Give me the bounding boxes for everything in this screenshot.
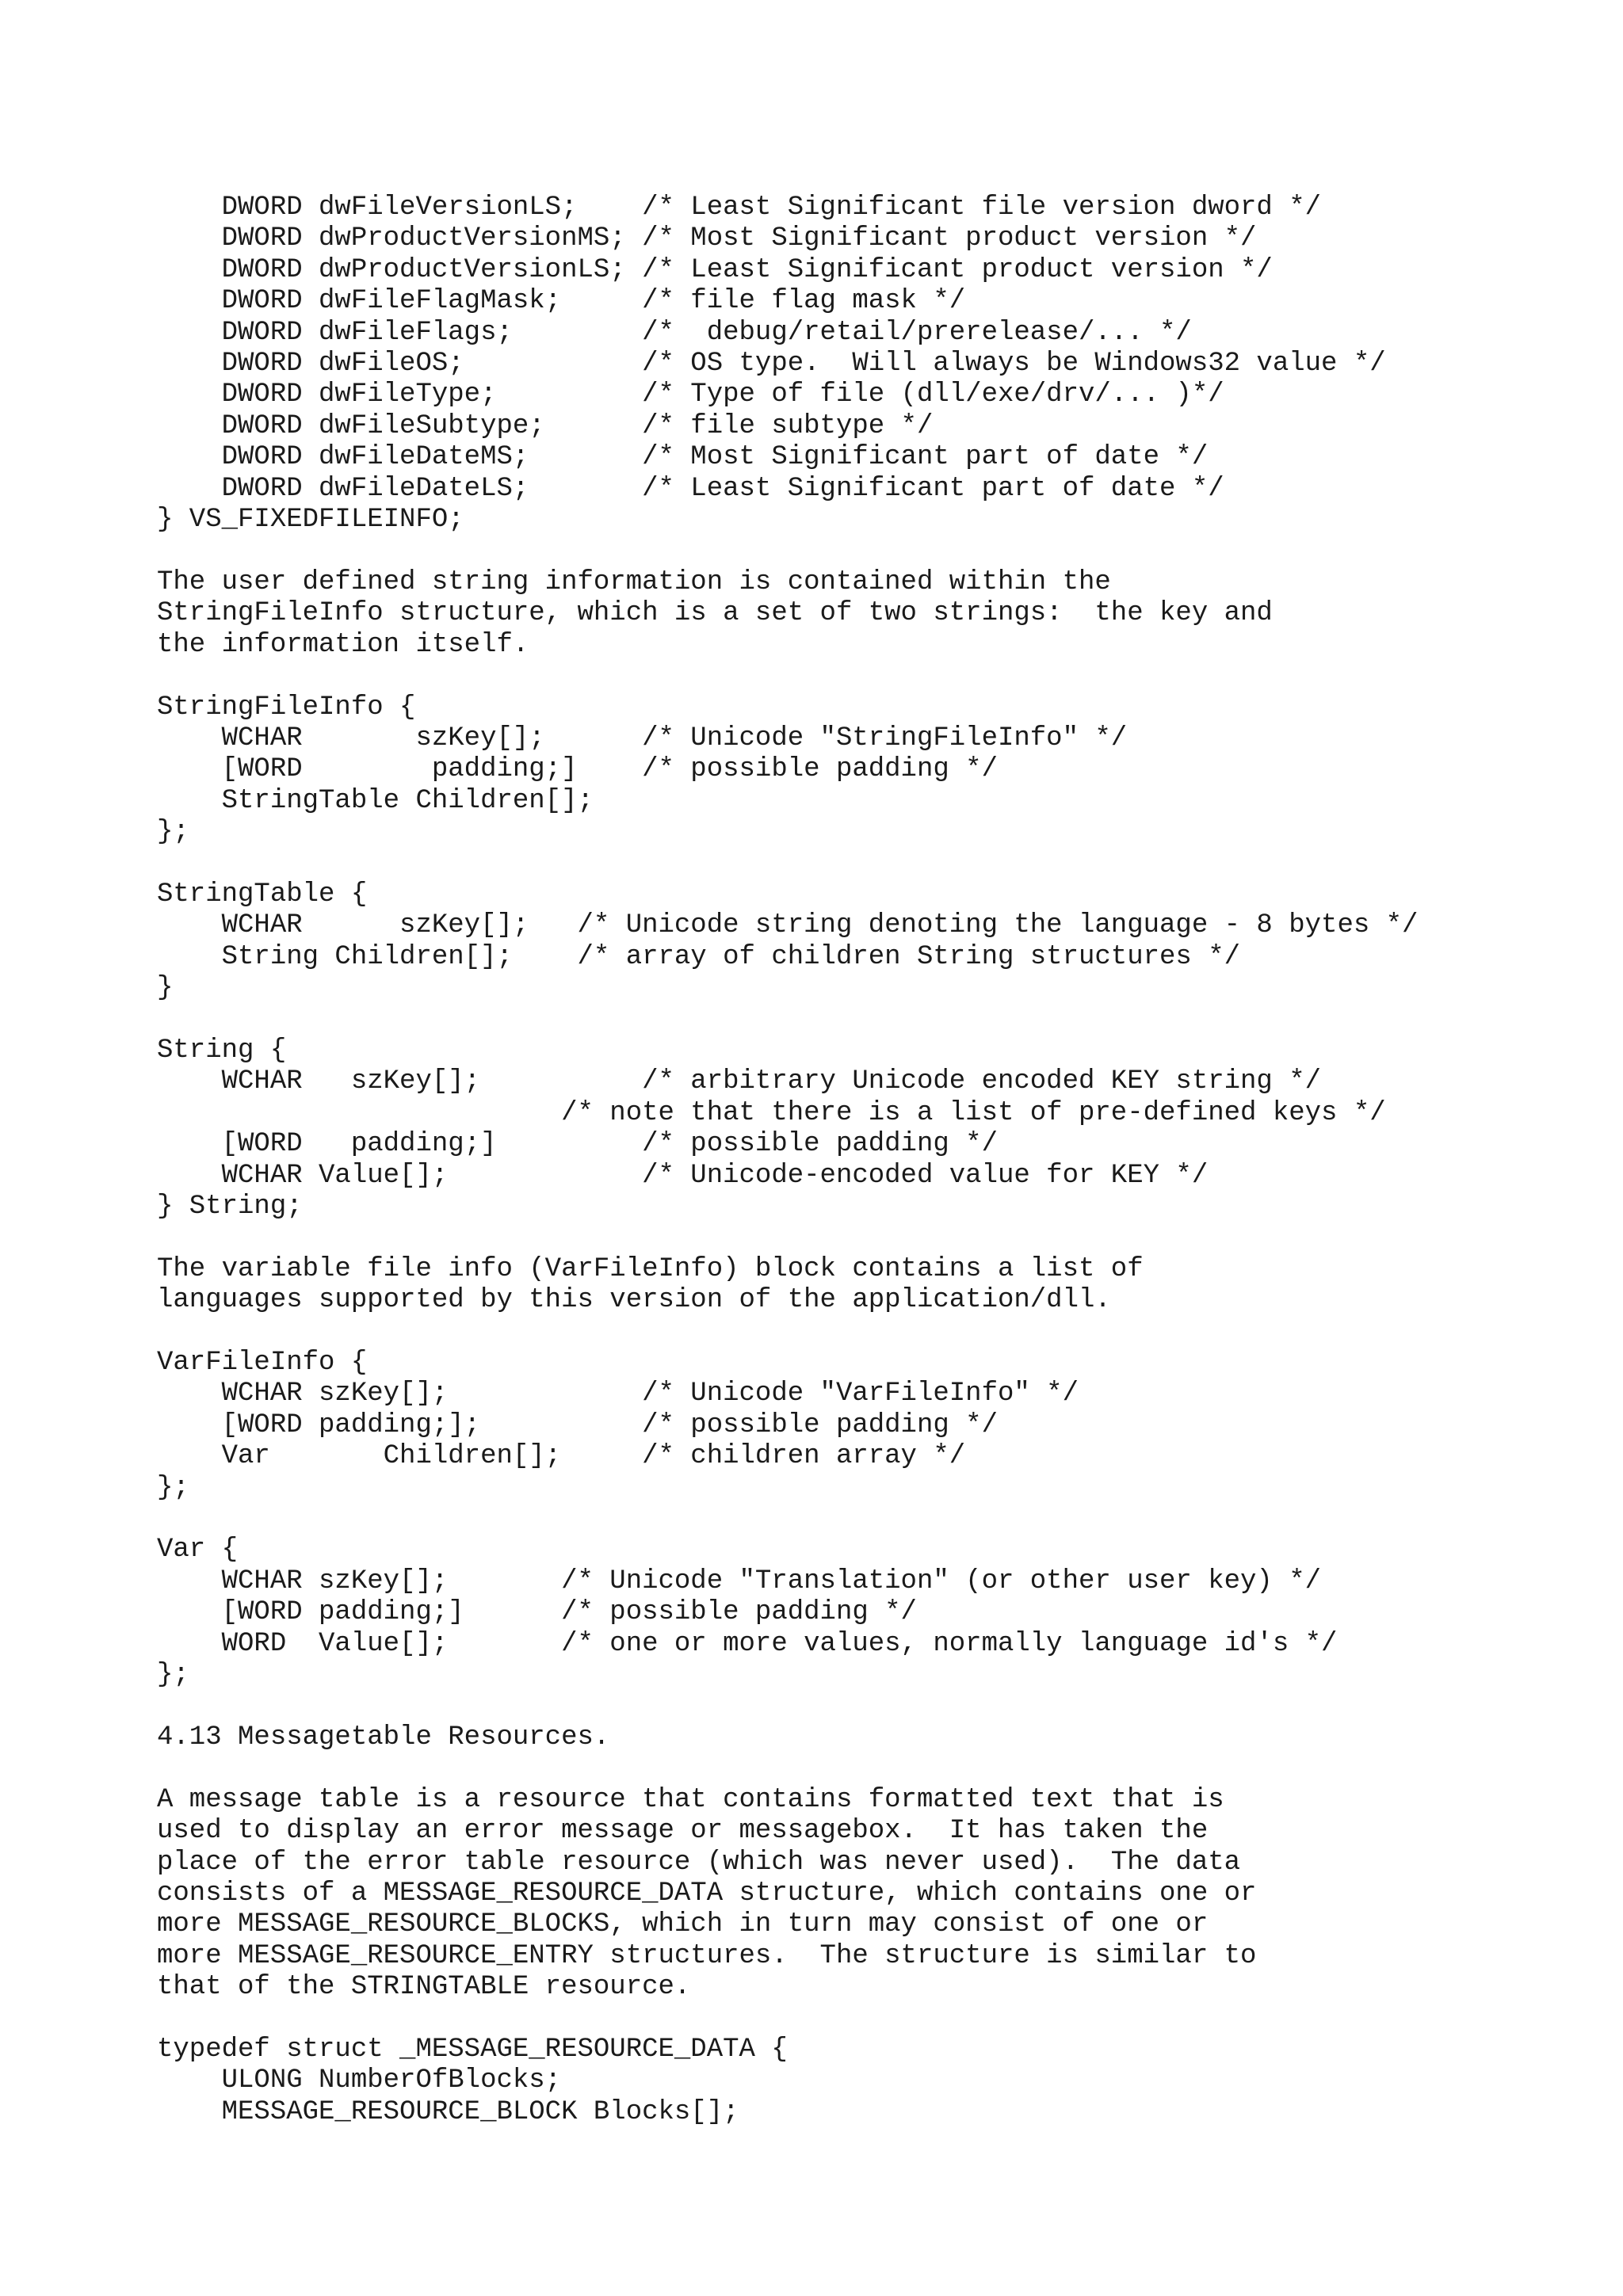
text-line: [WORD padding;]; /* possible padding */ xyxy=(157,1409,998,1440)
text-line: DWORD dwFileSubtype; /* file subtype */ xyxy=(157,410,934,441)
text-line: used to display an error message or messagebox. It has taken the xyxy=(157,1816,1209,1847)
text-line: String { xyxy=(157,1035,287,1066)
text-line: more MESSAGE_RESOURCE_BLOCKS, which in turn may consist of one or xyxy=(157,1909,1209,1940)
text-line: DWORD dwProductVersionLS; /* Least Significant product version */ xyxy=(157,254,1273,285)
text-line: [WORD padding;] /* possible padding */ xyxy=(157,754,998,785)
text-line: the information itself. xyxy=(157,629,529,660)
text-line: String Children[]; /* array of children String structures */ xyxy=(157,941,1241,972)
text-line: }; xyxy=(157,817,189,848)
text-line: } xyxy=(157,973,174,1004)
text-line: [WORD padding;] /* possible padding */ xyxy=(157,1129,998,1160)
text-line: The variable file info (VarFileInfo) block contains a list of xyxy=(157,1253,1144,1284)
text-line: } VS_FIXEDFILEINFO; xyxy=(157,505,464,536)
text-line: } String; xyxy=(157,1192,303,1222)
text-line: StringTable Children[]; xyxy=(157,785,594,816)
text-line: WCHAR szKey[]; /* Unicode "VarFileInfo" */ xyxy=(157,1379,1079,1409)
text-line: more MESSAGE_RESOURCE_ENTRY structures. The structure is similar to xyxy=(157,1940,1257,1971)
document-body xyxy=(157,193,1418,2128)
text-line: StringTable { xyxy=(157,879,368,910)
section-heading: 4.13 Messagetable Resources. xyxy=(157,1722,610,1753)
text-line: Var Children[]; /* children array */ xyxy=(157,1441,966,1472)
text-line: DWORD dwFileDateLS; /* Least Significant part of date */ xyxy=(157,473,1224,504)
text-line: typedef struct _MESSAGE_RESOURCE_DATA { xyxy=(157,2034,788,2065)
text-line: DWORD dwFileOS; /* OS type. Will always be Windows32 value */ xyxy=(157,349,1386,379)
text-line: WCHAR szKey[]; /* Unicode "StringFileInfo" */ xyxy=(157,723,1128,753)
text-line: DWORD dwFileType; /* Type of file (dll/exe/drv/... )*/ xyxy=(157,379,1224,410)
text-line: WCHAR szKey[]; /* arbitrary Unicode encoded KEY string */ xyxy=(157,1066,1322,1097)
text-line: DWORD dwFileDateMS; /* Most Significant part of date */ xyxy=(157,442,1209,473)
text-line: WORD Value[]; /* one or more values, normally language id's */ xyxy=(157,1628,1338,1659)
text-line: StringFileInfo { xyxy=(157,692,416,723)
text-line: DWORD dwFileVersionLS; /* Least Significant file version dword */ xyxy=(157,193,1322,223)
text-line: }; xyxy=(157,1472,189,1503)
text-line: that of the STRINGTABLE resource. xyxy=(157,1972,691,2003)
text-line: WCHAR Value[]; /* Unicode-encoded value for KEY */ xyxy=(157,1160,1209,1191)
text-line: ULONG NumberOfBlocks; xyxy=(157,2065,562,2096)
text-line: StringFileInfo structure, which is a set of two strings: the key and xyxy=(157,598,1273,629)
text-line: DWORD dwProductVersionMS; /* Most Significant product version */ xyxy=(157,223,1257,254)
text-line: A message table is a resource that contains formatted text that is xyxy=(157,1784,1224,1815)
text-line: WCHAR szKey[]; /* Unicode string denoting the language - 8 bytes */ xyxy=(157,910,1419,941)
text-line: WCHAR szKey[]; /* Unicode "Translation" (or other user key) */ xyxy=(157,1566,1322,1596)
text-line: MESSAGE_RESOURCE_BLOCK Blocks[]; xyxy=(157,2096,739,2127)
text-line: DWORD dwFileFlags; /* debug/retail/prerelease/... */ xyxy=(157,317,1192,348)
text-line: [WORD padding;] /* possible padding */ xyxy=(157,1597,917,1628)
text-line: place of the error table resource (which was never used). The data xyxy=(157,1847,1241,1878)
text-line: consists of a MESSAGE_RESOURCE_DATA structure, which contains one or xyxy=(157,1878,1257,1909)
text-line: The user defined string information is contained within the xyxy=(157,566,1111,597)
text-line: /* note that there is a list of pre-defined keys */ xyxy=(157,1097,1386,1128)
text-line: languages supported by this version of the application/dll. xyxy=(157,1285,1111,1316)
text-line: DWORD dwFileFlagMask; /* file flag mask */ xyxy=(157,286,966,317)
text-line: Var { xyxy=(157,1535,239,1566)
text-line: VarFileInfo { xyxy=(157,1348,368,1379)
text-line: }; xyxy=(157,1660,189,1691)
